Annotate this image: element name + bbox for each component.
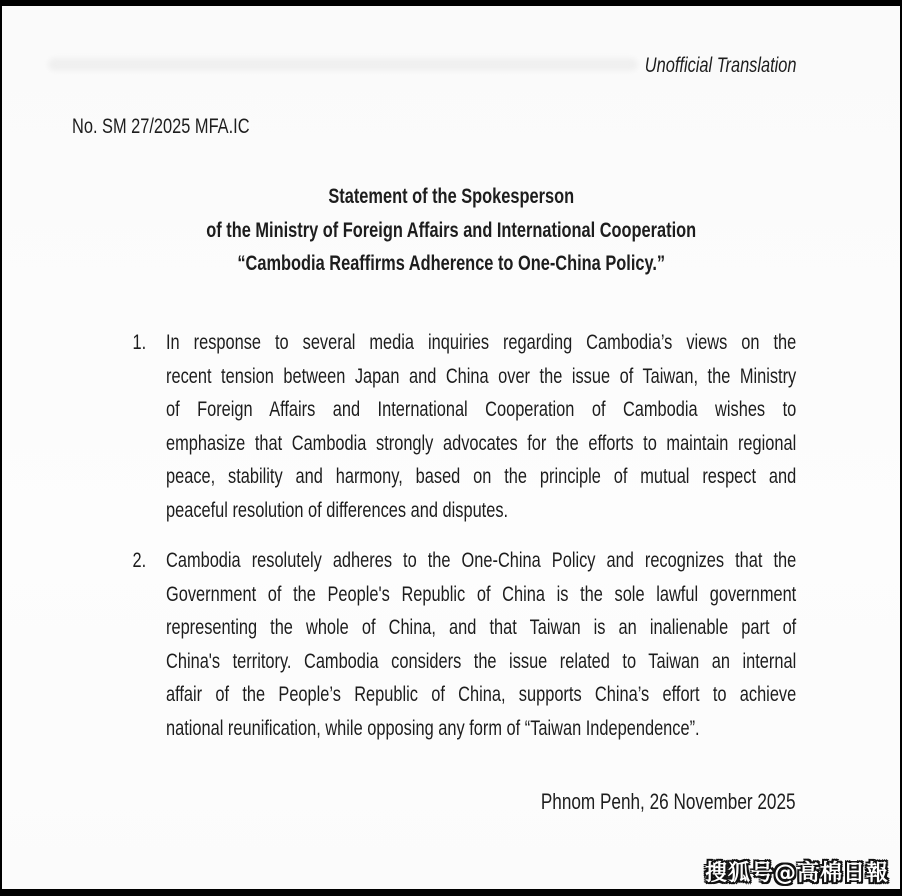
paragraph-2: [132, 544, 797, 746]
paragraph-1: [132, 326, 797, 528]
paragraph-1-number: 1.: [132, 331, 147, 354]
watermark-sohu: 搜狐号@高棉日報: [704, 861, 889, 886]
title-line-1: Statement of the Spokesperson: [328, 185, 575, 208]
statement-title: [0, 180, 902, 281]
dateline: Phnom Penh, 26 November 2025: [541, 789, 796, 814]
scan-artifact: [48, 58, 638, 71]
paragraph-2-line: national reunification, while opposing any form of “Taiwan Independence”.: [166, 716, 700, 740]
paragraph-2-line: Cambodia resolutely adheres to the One-China Policy and recognizes that the: [166, 549, 797, 572]
paragraph-1-line: of Foreign Affairs and International Cooperation of Cambodia wishes to: [166, 398, 797, 422]
paragraph-2-line: affair of the People’s Republic of China, supports China’s effort to achieve: [166, 683, 797, 707]
photo-edge-bottom: [0, 889, 902, 896]
paragraph-2-line: China's territory. Cambodia considers the issue related to Taiwan an internal: [166, 649, 797, 673]
paragraph-2-line: representing the whole of China, and that Taiwan is an inalienable part of: [166, 616, 797, 640]
paragraph-1-line: peaceful resolution of differences and disputes.: [166, 498, 509, 522]
paragraph-1-line: peace, stability and harmony, based on the principle of mutual respect and: [166, 465, 797, 489]
photo-edge-top: [0, 0, 902, 6]
title-line-2: of the Ministry of Foreign Affairs and International Cooperation: [206, 218, 697, 242]
paragraph-1-line: In response to several media inquiries regarding Cambodia’s views on the: [166, 331, 797, 354]
paragraph-1-line: emphasize that Cambodia strongly advocates for the efforts to maintain regional: [166, 431, 797, 455]
translation-note: Unofficial Translation: [645, 54, 797, 77]
photo-edge-left: [0, 0, 2, 896]
paragraph-1-line: recent tension between Japan and China over the issue of Taiwan, the Ministry: [166, 364, 797, 388]
title-line-3: “Cambodia Reaffirms Adherence to One-China Policy.”: [237, 252, 666, 276]
paragraph-2-line: Government of the People's Republic of China is the sole lawful government: [166, 582, 797, 606]
reference-number: No. SM 27/2025 MFA.IC: [72, 115, 250, 138]
paragraph-2-number: 2.: [132, 549, 147, 572]
